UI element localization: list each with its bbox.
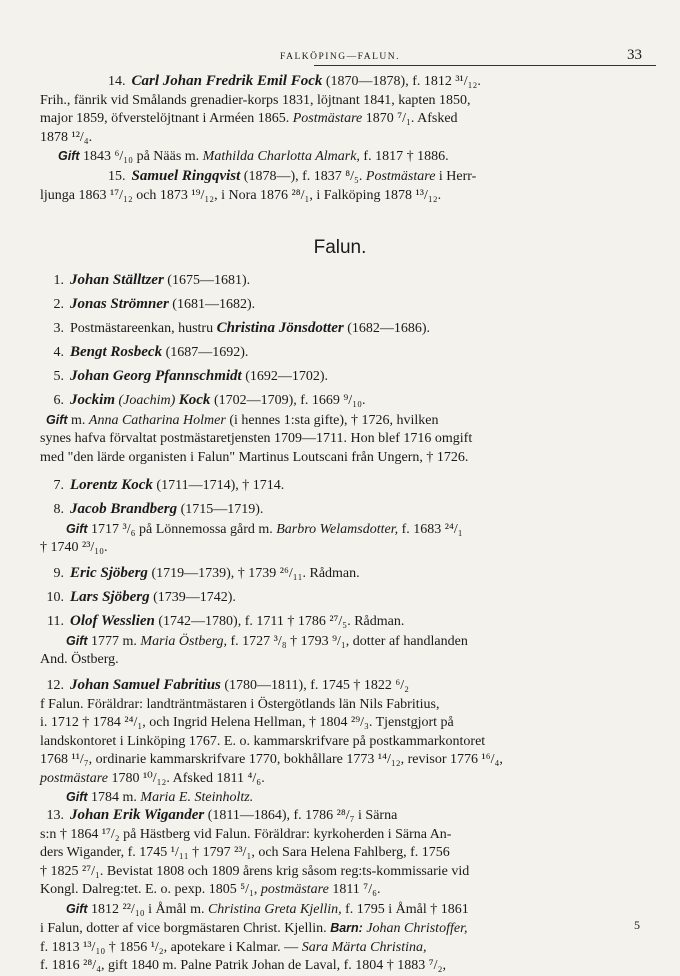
falun-entry-8 (40, 500, 640, 558)
entry-text-italic: (Joachim) (118, 393, 176, 408)
falun-entry-12 (40, 676, 640, 808)
gift-label: Gift (66, 790, 88, 804)
entry-text: (1702—1709), f. 1669 ⁹/₁₀. (213, 393, 366, 408)
entry-number: 15. (108, 169, 126, 184)
entry-text: (1742—1780), f. 1711 † 1786 ²⁷/₅. Rådman. (158, 614, 405, 629)
falun-entry-13 (40, 806, 640, 976)
person-name: Christina Jönsdotter (216, 320, 344, 336)
falun-entry-3 (40, 319, 640, 339)
person-name: Olof Wesslien (70, 613, 155, 629)
person-name: Carl Johan Fredrik Emil Fock (131, 73, 323, 89)
entry-text-italic: Anna Catharina Holmer (88, 412, 226, 428)
entry-text: landskontoret i Linköping 1767. E. o. kammarskrifvare på postkammarkontoret (40, 733, 486, 749)
falun-entry-9 (40, 564, 640, 584)
entry-text-italic: Postmästare (365, 169, 436, 184)
entry-text: Kongl. Dalreg:tet. E. o. pexp. 1805 ⁵/₁, (40, 882, 258, 897)
entry-15 (40, 167, 640, 205)
entry-number: 4. (53, 345, 64, 360)
page-number: 33 (627, 47, 642, 63)
entry-text-italic: Sara Märta Christina, (301, 939, 427, 955)
gift-label: Gift (66, 901, 88, 916)
entry-text: 1777 m. (91, 633, 137, 649)
entry-number: 14. (108, 74, 126, 89)
entry-text: 1717 ³/₆ på Lönnemossa gård m. (91, 521, 273, 537)
entry-text-italic: Postmästare (292, 111, 363, 126)
entry-text: major 1859, öfverstelöjtnant i Arméen 1865. (40, 111, 290, 126)
entry-text: (1715—1719). (180, 502, 264, 517)
entry-text: m. (71, 412, 86, 428)
person-name: Johan Samuel Fabritius (70, 677, 221, 693)
header-title: FALKÖPING—FALUN. (280, 52, 400, 62)
entry-text: (1681—1682). (172, 297, 256, 312)
entry-number: 2. (53, 297, 64, 312)
entry-text: i Herr- (438, 169, 477, 184)
entry-text: f Falun. Föräldrar: landträntmästaren i Östergötlands län Nils Fabritius, (40, 696, 440, 712)
entry-number: 8. (53, 502, 64, 517)
entry-text-italic: postmästare (260, 882, 329, 897)
falun-entry-10 (40, 588, 640, 608)
entry-text: f. 1817 † 1886. (363, 149, 449, 164)
person-name: Eric Sjöberg (70, 565, 148, 581)
running-header (24, 46, 656, 66)
entry-text-italic: Johan Christoffer, (366, 921, 468, 936)
entry-number: 1. (53, 273, 64, 288)
entry-text: † 1825 ²⁷/₁. Bevistat 1808 och 1809 årens krig såsom reg:ts-kommissarie vid (40, 863, 470, 879)
entry-text: s:n † 1864 ¹⁷/₂ på Hästberg vid Falun. Föräldrar: kyrkoherden i Särna An- (40, 826, 452, 842)
person-name: Samuel Ringqvist (131, 168, 241, 184)
entry-text: (1739—1742). (153, 590, 236, 605)
entry-number: 9. (53, 566, 64, 581)
entry-text: (1870—1878), f. 1812 ³¹/₁₂. (325, 74, 481, 89)
entry-text: (1811—1864), f. 1786 ²⁸/₇ i Särna (207, 808, 398, 823)
person-name: Jockim (70, 392, 115, 408)
entry-text: 1843 ⁶/₁₀ på Nääs m. (83, 149, 200, 164)
entry-number: 11. (47, 614, 64, 629)
entry-text: i Falun, dotter af vice borgmästaren Christ. Kjellin. (40, 921, 327, 936)
entry-text: (1692—1702). (245, 369, 329, 384)
entry-text: 1780 ¹⁰/₁₂. Afsked 1811 ⁴/₆. (111, 770, 265, 786)
entry-text: Postmästareenkan, hustru (70, 321, 214, 336)
entry-text: (1878—), f. 1837 ⁸/₅. (243, 169, 363, 184)
entry-text: f. 1816 ²⁸/₄, gift 1840 m. Palne Patrik Johan de Laval, f. 1804 † 1883 ⁷/₂, (40, 958, 446, 973)
gift-label: Gift (66, 633, 88, 648)
entry-text: (i hennes 1:sta gifte), † 1726, hvilken (229, 412, 439, 428)
entry-number: 7. (53, 478, 64, 493)
entry-text: (1687—1692). (165, 345, 249, 360)
entry-14 (40, 72, 640, 167)
header-rule (314, 65, 656, 66)
person-name: Kock (178, 392, 211, 408)
person-name: Jonas Strömner (70, 296, 169, 312)
entry-text: (1675—1681). (167, 273, 251, 288)
entry-text: 1784 m. (91, 790, 137, 805)
footer-number: 5 (634, 918, 640, 932)
entry-number: 6. (53, 393, 64, 408)
entry-number: 5. (53, 369, 64, 384)
entry-text: 1878 ¹²/₄. (40, 129, 93, 145)
entry-text: ljunga 1863 ¹⁷/₁₂ och 1873 ¹⁹/₁₂, i Nora 1876 ²⁸/₁, i Falköping 1878 ¹³/₁₂. (40, 187, 442, 203)
falun-entry-4 (40, 343, 640, 363)
entry-text-italic: Maria E. Steinholtz. (140, 790, 254, 805)
entry-text: 1811 ⁷/₆. (332, 882, 381, 897)
entry-text-italic: postmästare (40, 770, 108, 786)
person-name: Johan Ställtzer (70, 272, 164, 288)
entry-text: f. 1727 ³/₈ † 1793 ⁹/₁, dotter af handlanden (230, 633, 468, 649)
entry-text: 1812 ²²/₁₀ i Åmål m. (91, 901, 205, 917)
person-name: Johan Georg Pfannschmidt (70, 368, 242, 384)
entry-text: And. Östberg. (40, 652, 119, 667)
entry-text: f. 1683 ²⁴/₁ (401, 521, 463, 537)
entry-text-italic: Mathilda Charlotta Almark, (202, 149, 360, 164)
person-name: Jacob Brandberg (70, 501, 178, 517)
entry-text: f. 1813 ¹³/₁₀ † 1856 ¹/₂, apotekare i Kalmar. — (40, 939, 299, 955)
gift-label: Gift (46, 412, 68, 427)
entry-text: i. 1712 † 1784 ²⁴/₁, och Ingrid Helena Hellman, † 1804 ²⁹/₃. Tjenstgjort på (40, 715, 454, 730)
entry-text: ders Wigander, f. 1745 ¹/₁₁ † 1797 ²³/₁, och Sara Helena Fahlberg, f. 1756 (40, 845, 450, 860)
person-name: Lars Sjöberg (70, 589, 150, 605)
entry-text-italic: Barbro Welamsdotter, (276, 521, 399, 537)
entry-text: (1719—1739), † 1739 ²⁶/₁₁. Rådman. (151, 566, 360, 581)
falun-entry-5 (40, 367, 640, 387)
entry-text: 1870 ⁷/₁. Afsked (365, 111, 458, 126)
person-name: Lorentz Kock (70, 477, 153, 493)
falun-entry-6 (40, 391, 640, 467)
entry-text: (1682—1686). (347, 321, 431, 336)
falun-entry-2 (40, 295, 640, 315)
barn-label: Barn: (330, 921, 363, 935)
gift-label: Gift (58, 149, 80, 163)
person-name: Bengt Rosbeck (70, 344, 163, 360)
gift-label: Gift (66, 521, 88, 536)
entry-text-italic: Christina Greta Kjellin, (207, 901, 342, 917)
entry-text: f. 1795 i Åmål † 1861 (345, 901, 469, 917)
falun-entry-11 (40, 612, 640, 670)
entry-text: (1711—1714), † 1714. (156, 478, 285, 493)
entry-number: 12. (46, 678, 64, 693)
entry-text-italic: Maria Östberg, (140, 633, 228, 649)
entry-text: † 1740 ²³/₁₀. (40, 540, 108, 555)
falun-entry-7 (40, 476, 640, 496)
entry-text: 1768 ¹¹/₇, ordinarie kammarskrifvare 1770, bokhållare 1773 ¹⁴/₁₂, revisor 1776 ¹⁶/₄, (40, 752, 503, 767)
entry-number: 10. (46, 590, 64, 605)
person-name: Johan Erik Wigander (70, 807, 205, 823)
entry-text: med "den lärde organisten i Falun" Martinus Loutscani från Ungern, † 1726. (40, 449, 469, 465)
entry-text: synes hafva förvaltat postmästaretjensten 1709—1711. Hon blef 1716 omgift (40, 431, 473, 446)
entry-number: 13. (46, 808, 64, 823)
entry-number: 3. (53, 321, 64, 336)
falun-entry-1 (40, 271, 640, 291)
entry-text: Frih., fänrik vid Smålands grenadier-korps 1831, löjtnant 1841, kapten 1850, (40, 92, 471, 108)
entry-text: (1780—1811), f. 1745 † 1822 ⁶/₂ (224, 678, 410, 693)
section-title: Falun. (313, 237, 367, 258)
